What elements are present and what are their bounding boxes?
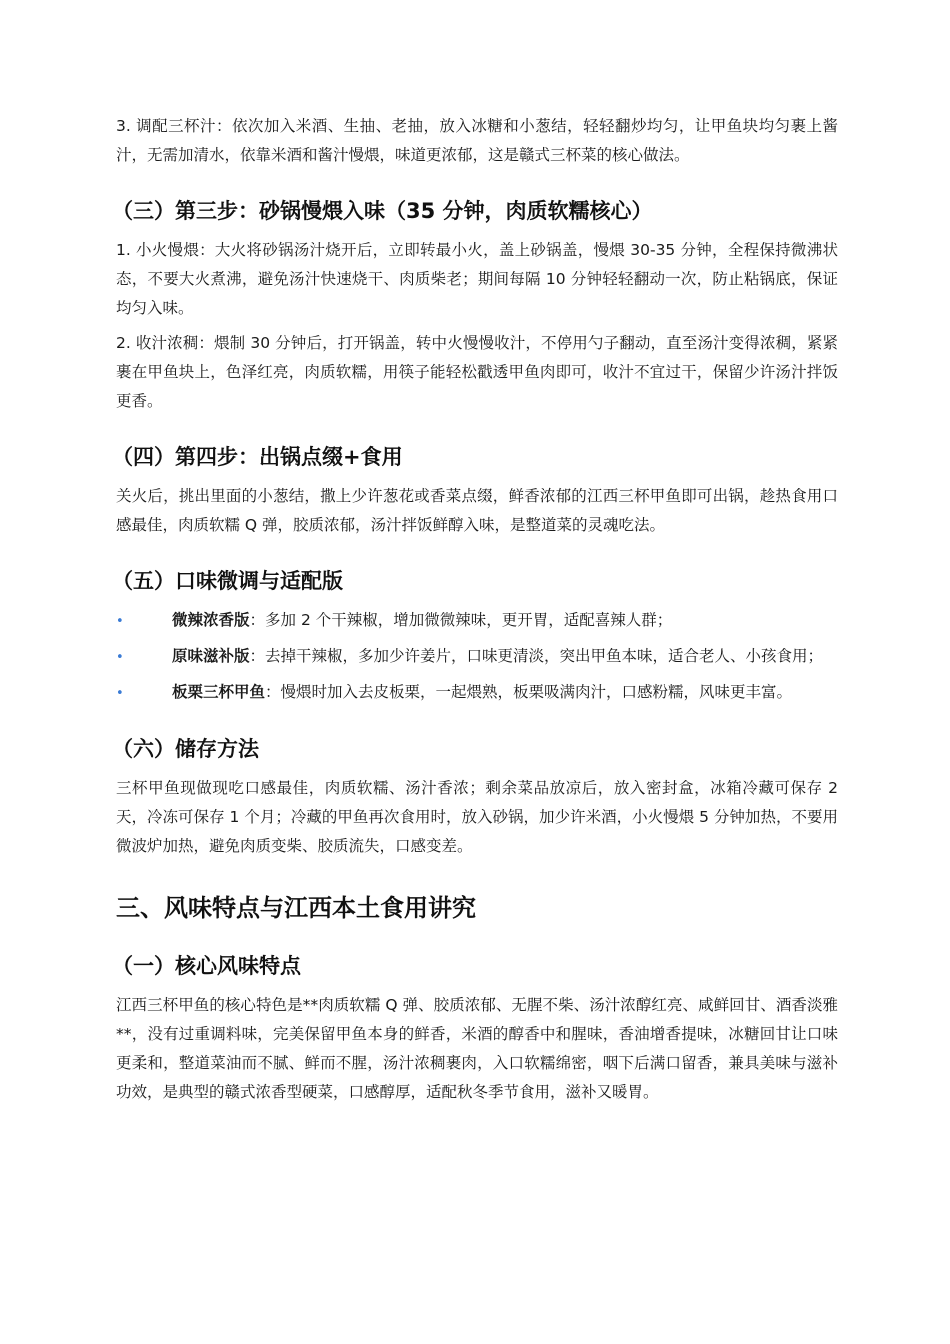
variant-name: 原味滋补版 xyxy=(172,647,250,665)
bullet-icon: • xyxy=(116,686,124,701)
storage-paragraph: 三杯甲鱼现做现吃口感最佳，肉质软糯、汤汁香浓；剩余菜品放凉后，放入密封盒，冰箱冷藏可保存 2 天，冷冻可保存 1 个月；冷藏的甲鱼再次食用时，放入砂锅，加少许米酒，小火慢煨 5 分钟加热，不要用微波炉加热，避免肉质变柴、胶质流失，口感变差。 xyxy=(116,779,838,855)
bullet-icon: • xyxy=(116,650,124,665)
core-flavor-paragraph: 江西三杯甲鱼的核心特色是**肉质软糯 Q 弹、胶质浓郁、无腥不柴、汤汁浓醇红亮、咸鲜回甘、酒香淡雅**，没有过重调料味，完美保留甲鱼本身的鲜香，米酒的醇香中和腥味，香油增香提味，冰糖回甘让口味更柔和，整道菜油而不腻、鲜而不腥，汤汁浓稠裹肉，入口软糯绵密，咽下后满口留香，兼具美味与滋补功效，是典型的赣式浓香型硬菜，口感醇厚，适配秋冬季节食用，滋补又暖胃。 xyxy=(116,996,838,1101)
document-page xyxy=(112,112,838,1113)
variant-item xyxy=(116,678,838,708)
variant-item xyxy=(116,642,838,672)
variant-item xyxy=(116,606,838,636)
variant-name: 板栗三杯甲鱼 xyxy=(172,683,266,701)
variant-desc: ：慢煨时加入去皮板栗，一起煨熟，板栗吸满肉汁，口感粉糯，风味更丰富。 xyxy=(265,683,793,701)
step3-item1-paragraph: 1. 小火慢煨：大火将砂锅汤汁烧开后，立即转最小火，盖上砂锅盖，慢煨 30-35 分钟，全程保持微沸状态，不要大火煮沸，避免汤汁快速烧干、肉质柴老；期间每隔 10 分钟轻轻翻动一次，防止粘锅底，保证均匀入味。 xyxy=(116,241,838,317)
step2-item3-paragraph: 3. 调配三杯汁：依次加入米酒、生抽、老抽，放入冰糖和小葱结，轻轻翻炒均匀，让甲鱼块均匀裹上酱汁，无需加清水，依靠米酒和酱汁慢煨，味道更浓郁，这是赣式三杯菜的核心做法。 xyxy=(116,117,838,164)
storage-heading: （六）储存方法 xyxy=(112,737,259,761)
variant-desc: ：多加 2 个干辣椒，增加微微辣味，更开胃，适配喜辣人群； xyxy=(249,611,673,629)
section3-heading: 三、风味特点与江西本土食用讲究 xyxy=(116,894,476,922)
step3-heading: （三）第三步：砂锅慢煨入味（35 分钟，肉质软糯核心） xyxy=(112,199,653,223)
variants-heading: （五）口味微调与适配版 xyxy=(112,569,343,593)
step4-heading: （四）第四步：出锅点缀+食用 xyxy=(112,445,403,469)
variant-name: 微辣浓香版 xyxy=(172,611,250,629)
core-flavor-heading: （一）核心风味特点 xyxy=(112,954,301,978)
bullet-icon: • xyxy=(116,614,124,629)
step3-item2-paragraph: 2. 收汁浓稠：煨制 30 分钟后，打开锅盖，转中火慢慢收汁，不停用勺子翻动，直至汤汁变得浓稠，紧紧裹在甲鱼块上，色泽红亮，肉质软糯，用筷子能轻松戳透甲鱼肉即可，收汁不宜过干，保留少许汤汁拌饭更香。 xyxy=(116,334,838,410)
variant-desc: ：去掉干辣椒，多加少许姜片，口味更清淡，突出甲鱼本味，适合老人、小孩食用； xyxy=(249,647,824,665)
step4-paragraph: 关火后，挑出里面的小葱结，撒上少许葱花或香菜点缀，鲜香浓郁的江西三杯甲鱼即可出锅，趁热食用口感最佳，肉质软糯 Q 弹，胶质浓郁，汤汁拌饭鲜醇入味，是整道菜的灵魂吃法。 xyxy=(116,487,838,534)
